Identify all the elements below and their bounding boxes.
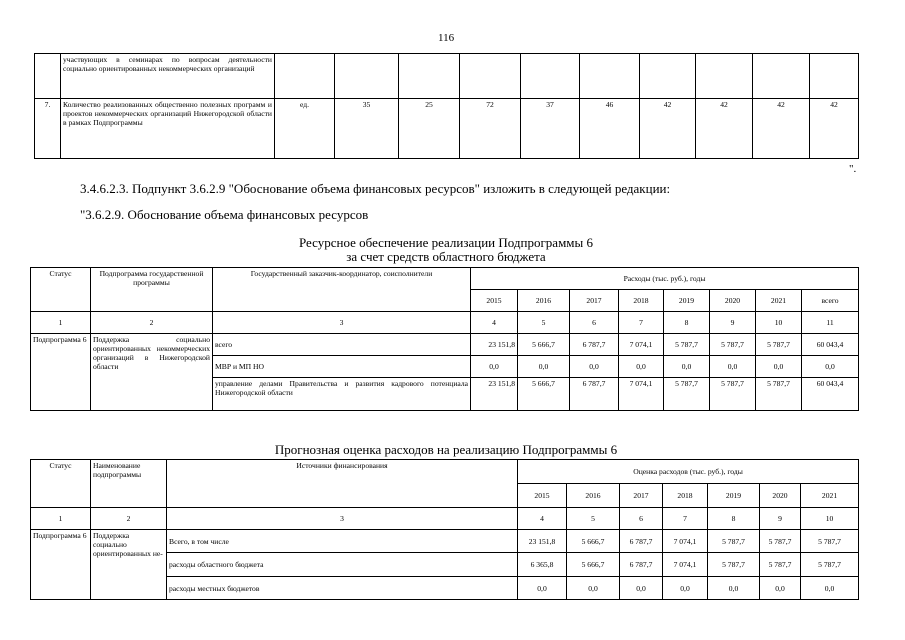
value-cell: 7 074,1: [663, 553, 708, 577]
header-year: 2017: [620, 484, 663, 508]
column-number: 9: [760, 508, 801, 530]
indicator-name: участвующих в семинарах по вопросам деятельности социально ориентированных некоммерческих организаций: [61, 54, 275, 99]
section-heading: "3.6.2.9. Обоснование объема финансовых ресурсов: [80, 207, 369, 222]
header-status: Статус: [31, 460, 91, 508]
value-cell: 5 787,7: [708, 553, 760, 577]
header-year: 2021: [801, 484, 859, 508]
table1-title: Ресурсное обеспечение реализации Подпрограммы 6: [298, 235, 594, 250]
column-number: 2: [91, 312, 213, 334]
value-cell: 46: [580, 99, 640, 159]
value-cell: [640, 54, 696, 99]
value-cell: 5 666,7: [567, 553, 620, 577]
header-year: 2018: [619, 290, 664, 312]
value-cell: 5 787,7: [664, 378, 710, 411]
header-year: 2017: [570, 290, 619, 312]
value-cell: [460, 54, 521, 99]
column-number: 1: [31, 312, 91, 334]
subprogram-name: Поддержка социально ориентированных не-: [91, 530, 167, 600]
value-cell: 0,0: [620, 577, 663, 600]
value-cell: 42: [696, 99, 753, 159]
value-cell: 5 666,7: [518, 334, 570, 356]
header-subprogram: Подпрограмма государственной программы: [91, 268, 213, 312]
value-cell: 5 787,7: [710, 334, 756, 356]
header-total: всего: [802, 290, 859, 312]
column-number: 7: [619, 312, 664, 334]
header-year: 2021: [756, 290, 802, 312]
column-number: 9: [710, 312, 756, 334]
value-cell: 23 151,8: [518, 530, 567, 553]
value-cell: [810, 54, 859, 99]
status-cell: Подпрограмма 6: [31, 530, 91, 600]
subprogram-name: Поддержка социально ориентированных некоммерческих организаций в Нижегородской области: [91, 334, 213, 411]
table-row: [31, 530, 859, 553]
value-cell: 0,0: [760, 577, 801, 600]
column-number: 4: [471, 312, 518, 334]
row-number: 7.: [35, 99, 61, 159]
header-customer: Государственный заказчик-координатор, соисполнители: [213, 268, 471, 312]
value-cell: 0,0: [708, 577, 760, 600]
unit-cell: ед.: [275, 99, 335, 159]
header-year: 2018: [663, 484, 708, 508]
column-number: 1: [31, 508, 91, 530]
column-number: 5: [518, 312, 570, 334]
value-cell: 5 787,7: [760, 530, 801, 553]
column-number: 3: [167, 508, 518, 530]
value-cell: 72: [460, 99, 521, 159]
header-year: 2019: [664, 290, 710, 312]
header-estimate: Оценка расходов (тыс. руб.), годы: [518, 460, 859, 484]
header-year: 2016: [518, 290, 570, 312]
value-cell: 0,0: [471, 356, 518, 378]
row-label: расходы областного бюджета: [167, 553, 518, 577]
page-number: 116: [438, 32, 455, 44]
column-number: 4: [518, 508, 567, 530]
row-label: расходы местных бюджетов: [167, 577, 518, 600]
row-number: [35, 54, 61, 99]
value-cell: 5 787,7: [760, 553, 801, 577]
value-cell: [399, 54, 460, 99]
value-cell: 6 365,8: [518, 553, 567, 577]
header-year: 2020: [710, 290, 756, 312]
value-cell: 6 787,7: [570, 334, 619, 356]
value-cell: 0,0: [518, 577, 567, 600]
value-cell: 37: [521, 99, 580, 159]
value-cell: 0,0: [570, 356, 619, 378]
column-number: 8: [664, 312, 710, 334]
value-cell: 0,0: [802, 356, 859, 378]
table-row: [35, 99, 859, 159]
value-cell: 7 074,1: [619, 378, 664, 411]
header-year: 2015: [518, 484, 567, 508]
value-cell: 5 666,7: [518, 378, 570, 411]
unit-cell: [275, 54, 335, 99]
value-cell: 0,0: [801, 577, 859, 600]
header-status: Статус: [31, 268, 91, 312]
column-number: 10: [756, 312, 802, 334]
value-cell: 0,0: [567, 577, 620, 600]
header-year: 2020: [760, 484, 801, 508]
value-cell: 6 787,7: [620, 553, 663, 577]
value-cell: 5 787,7: [756, 378, 802, 411]
value-cell: 6 787,7: [570, 378, 619, 411]
column-number: 7: [663, 508, 708, 530]
value-cell: 42: [810, 99, 859, 159]
column-number: 5: [567, 508, 620, 530]
column-number: 6: [570, 312, 619, 334]
value-cell: 23 151,8: [471, 378, 518, 411]
status-cell: Подпрограмма 6: [31, 334, 91, 411]
header-sources: Источники финансирования: [167, 460, 518, 508]
column-number: 6: [620, 508, 663, 530]
value-cell: [580, 54, 640, 99]
value-cell: [335, 54, 399, 99]
value-cell: 0,0: [664, 356, 710, 378]
header-year: 2019: [708, 484, 760, 508]
value-cell: 0,0: [619, 356, 664, 378]
value-cell: 5 787,7: [664, 334, 710, 356]
column-number: 3: [213, 312, 471, 334]
value-cell: 7 074,1: [663, 530, 708, 553]
table1-subtitle: за счет средств областного бюджета: [346, 249, 546, 264]
value-cell: [753, 54, 810, 99]
value-cell: 42: [640, 99, 696, 159]
value-cell: 5 787,7: [708, 530, 760, 553]
header-year: 2016: [567, 484, 620, 508]
resource-table: [30, 267, 859, 411]
column-number: 10: [801, 508, 859, 530]
value-cell: 60 043,4: [802, 334, 859, 356]
value-cell: 5 787,7: [710, 378, 756, 411]
table2-title: Прогнозная оценка расходов на реализацию Подпрограммы 6: [274, 442, 618, 457]
indicator-name: Количество реализованных общественно полезных программ и проектов некоммерческих организаций Нижегородской области в рамках Подпрограммы: [61, 99, 275, 159]
column-number: 11: [802, 312, 859, 334]
value-cell: 5 666,7: [567, 530, 620, 553]
value-cell: 42: [753, 99, 810, 159]
value-cell: 60 043,4: [802, 378, 859, 411]
header-name: Наименование подпрограммы: [91, 460, 167, 508]
table-row: [31, 334, 859, 356]
value-cell: 5 787,7: [756, 334, 802, 356]
row-label: Всего, в том числе: [167, 530, 518, 553]
row-label: управление делами Правительства и развития кадрового потенциала Нижегородской области: [213, 378, 471, 411]
table-row: [35, 54, 859, 99]
value-cell: 0,0: [663, 577, 708, 600]
column-number: 8: [708, 508, 760, 530]
value-cell: 0,0: [518, 356, 570, 378]
value-cell: [521, 54, 580, 99]
value-cell: [696, 54, 753, 99]
column-number: 2: [91, 508, 167, 530]
closing-quote: ".: [849, 163, 857, 175]
value-cell: 25: [399, 99, 460, 159]
value-cell: 6 787,7: [620, 530, 663, 553]
row-label: всего: [213, 334, 471, 356]
amendment-paragraph: 3.4.6.2.3. Подпункт 3.6.2.9 "Обоснование объема финансовых ресурсов" изложить в следующей редакции:: [80, 181, 671, 196]
value-cell: 23 151,8: [471, 334, 518, 356]
forecast-table: [30, 459, 859, 600]
value-cell: 5 787,7: [801, 553, 859, 577]
value-cell: 0,0: [756, 356, 802, 378]
indicators-table: [34, 53, 859, 159]
header-year: 2015: [471, 290, 518, 312]
value-cell: 5 787,7: [801, 530, 859, 553]
value-cell: 7 074,1: [619, 334, 664, 356]
row-label: МВР и МП НО: [213, 356, 471, 378]
value-cell: 35: [335, 99, 399, 159]
header-expenses: Расходы (тыс. руб.), годы: [471, 268, 859, 290]
value-cell: 0,0: [710, 356, 756, 378]
